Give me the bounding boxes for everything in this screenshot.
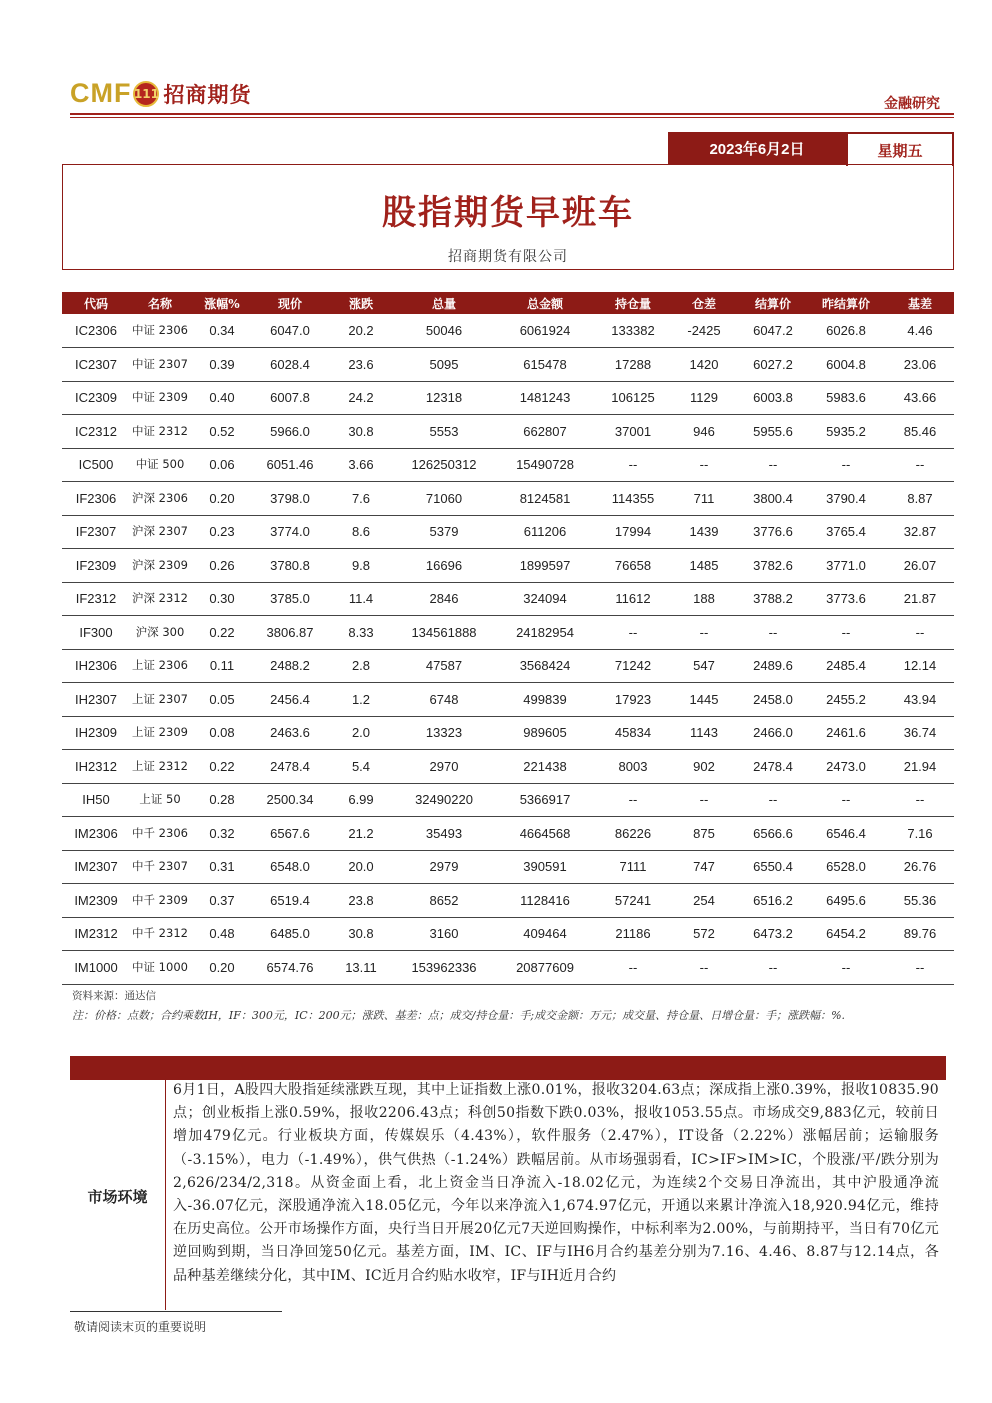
table-cell: 1481243	[492, 381, 598, 415]
table-cell: 126250312	[396, 448, 492, 482]
table-cell: 2979	[396, 850, 492, 884]
table-cell: --	[740, 951, 806, 985]
column-header: 持仓量	[598, 292, 668, 314]
table-cell: 24.2	[326, 381, 396, 415]
table-cell: 17994	[598, 515, 668, 549]
table-cell: 0.23	[190, 515, 254, 549]
table-cell: 2461.6	[806, 716, 886, 750]
header-rule-thin	[70, 117, 954, 118]
table-cell: 6748	[396, 683, 492, 717]
table-cell: 沪深 2312	[130, 582, 190, 616]
table-cell: 6516.2	[740, 884, 806, 918]
table-cell: 0.40	[190, 381, 254, 415]
column-header: 涨幅%	[190, 292, 254, 314]
table-cell: 2970	[396, 750, 492, 784]
table-cell: 5983.6	[806, 381, 886, 415]
table-cell: 71060	[396, 482, 492, 516]
table-cell: 3800.4	[740, 482, 806, 516]
table-cell: --	[806, 616, 886, 650]
table-cell: IM2309	[62, 884, 130, 918]
header-rule	[70, 113, 954, 115]
table-cell: 5935.2	[806, 415, 886, 449]
table-cell: 6.99	[326, 783, 396, 817]
table-row	[62, 616, 954, 650]
table-cell: 2455.2	[806, 683, 886, 717]
table-cell: 6574.76	[254, 951, 326, 985]
table-cell: 6528.0	[806, 850, 886, 884]
table-cell: 6454.2	[806, 917, 886, 951]
table-cell: 3160	[396, 917, 492, 951]
table-cell: 254	[668, 884, 740, 918]
table-cell: 沪深 2306	[130, 482, 190, 516]
table-cell: 23.6	[326, 348, 396, 382]
table-cell: 6485.0	[254, 917, 326, 951]
table-cell: 57241	[598, 884, 668, 918]
table-cell: 875	[668, 817, 740, 851]
table-cell: 5553	[396, 415, 492, 449]
table-cell: 7111	[598, 850, 668, 884]
table-row	[62, 549, 954, 583]
table-cell: 上证 2312	[130, 750, 190, 784]
table-row	[62, 314, 954, 348]
table-cell: 5379	[396, 515, 492, 549]
table-cell: 3782.6	[740, 549, 806, 583]
table-cell: 3785.0	[254, 582, 326, 616]
table-cell: 中千 2309	[130, 884, 190, 918]
table-cell: 1129	[668, 381, 740, 415]
table-cell: 0.26	[190, 549, 254, 583]
table-cell: IH2307	[62, 683, 130, 717]
market-commentary: 6月1日，A股四大股指延续涨跌互现，其中上证指数上涨0.01%，报收3204.63点；深成指上涨0.39%，报收10835.90点；创业板指上涨0.59%，报收2206.43点；科创50指数下跌0.03%，报收1053.55点。市场成交9,883亿元，较前日增加479亿元。行业板块方面，传媒娱乐（4.43%），软件服务（2.47%），IT设备（2.22%）涨幅居前；运输服务（-3.15%），电力（-1.49%），供气供热（-1.24%）跌幅居前。从市场强弱看，IC>IF>IM>IC，个股涨/平/跌分别为 2,626/234/2,318。从资金面上看，北上资金当日净流入-18.02亿元，为连续2个交易日净流出，其中沪股通净流入-36.07亿元，深股通净流入18.05亿元，今年以来净流入1,674.97亿元，开通以来累计净流入18,920.94亿元，维持在历史高位。公开市场操作方面，央行当日开展20亿元7天逆回购操作，中标利率为2.00%，与前期持平，当日有70亿元逆回购到期，当日净回笼50亿元。基差方面，IM、IC、IF与IH6月合约基差分别为7.16、4.46、8.87与12.14点，各品种基差继续分化，其中IM、IC近月合约贴水收窄，IF与IH近月合约	[173, 1082, 939, 1284]
table-cell: 2478.4	[740, 750, 806, 784]
table-cell: 0.05	[190, 683, 254, 717]
table-cell: 134561888	[396, 616, 492, 650]
table-cell: 1.2	[326, 683, 396, 717]
table-cell: 7.6	[326, 482, 396, 516]
table-cell: 50046	[396, 314, 492, 348]
table-cell: 747	[668, 850, 740, 884]
table-cell: 324094	[492, 582, 598, 616]
table-cell: 946	[668, 415, 740, 449]
table-cell: 0.48	[190, 917, 254, 951]
table-cell: --	[886, 951, 954, 985]
table-cell: IM2307	[62, 850, 130, 884]
table-cell: 17923	[598, 683, 668, 717]
table-cell: 2489.6	[740, 649, 806, 683]
table-cell: 0.31	[190, 850, 254, 884]
table-cell: 5966.0	[254, 415, 326, 449]
table-cell: IC500	[62, 448, 130, 482]
table-cell: 3773.6	[806, 582, 886, 616]
table-cell: 32490220	[396, 783, 492, 817]
table-cell: 6028.4	[254, 348, 326, 382]
table-cell: 沪深 300	[130, 616, 190, 650]
table-cell: 2458.0	[740, 683, 806, 717]
table-cell: 6051.46	[254, 448, 326, 482]
table-cell: 21.87	[886, 582, 954, 616]
table-cell: 0.22	[190, 616, 254, 650]
company-logo	[70, 78, 251, 109]
footer-disclaimer: 敬请阅读末页的重要说明	[74, 1320, 207, 1334]
table-cell: 17288	[598, 348, 668, 382]
table-cell: 30.8	[326, 415, 396, 449]
table-row	[62, 482, 954, 516]
table-cell: 6027.2	[740, 348, 806, 382]
table-cell: 499839	[492, 683, 598, 717]
table-cell: 中千 2312	[130, 917, 190, 951]
table-cell: 2500.34	[254, 783, 326, 817]
table-row	[62, 750, 954, 784]
table-cell: 2488.2	[254, 649, 326, 683]
table-cell: IM2312	[62, 917, 130, 951]
table-cell: 47587	[396, 649, 492, 683]
table-cell: IH2306	[62, 649, 130, 683]
table-cell: 6567.6	[254, 817, 326, 851]
section-header-bar	[70, 1056, 946, 1080]
table-cell: 611206	[492, 515, 598, 549]
table-cell: 11612	[598, 582, 668, 616]
table-cell: IH50	[62, 783, 130, 817]
table-cell: 1128416	[492, 884, 598, 918]
report-date: 2023年6月2日	[668, 132, 846, 164]
table-cell: 3765.4	[806, 515, 886, 549]
table-cell: 221438	[492, 750, 598, 784]
table-cell: 711	[668, 482, 740, 516]
table-cell: 2.8	[326, 649, 396, 683]
table-cell: 上证 2306	[130, 649, 190, 683]
table-cell: 3790.4	[806, 482, 886, 516]
logo-cmf-text: CMF	[70, 78, 132, 108]
department-label: 金融研究	[884, 96, 940, 112]
table-cell: 6026.8	[806, 314, 886, 348]
table-cell: 2478.4	[254, 750, 326, 784]
table-cell: 2463.6	[254, 716, 326, 750]
table-cell: 6003.8	[740, 381, 806, 415]
footer-rule	[70, 1311, 282, 1312]
table-cell: IF2307	[62, 515, 130, 549]
table-cell: 沪深 2307	[130, 515, 190, 549]
table-cell: 11.4	[326, 582, 396, 616]
table-cell: --	[886, 783, 954, 817]
table-cell: IC2312	[62, 415, 130, 449]
table-row	[62, 415, 954, 449]
table-row	[62, 348, 954, 382]
table-cell: 5366917	[492, 783, 598, 817]
table-cell: 中证 500	[130, 448, 190, 482]
table-cell: --	[598, 951, 668, 985]
table-cell: 0.34	[190, 314, 254, 348]
company-name: 招商期货有限公司	[448, 249, 568, 265]
table-cell: --	[668, 448, 740, 482]
table-cell: 85.46	[886, 415, 954, 449]
table-cell: --	[598, 448, 668, 482]
table-cell: 45834	[598, 716, 668, 750]
column-header: 昨结算价	[806, 292, 886, 314]
table-row	[62, 817, 954, 851]
table-cell: 1439	[668, 515, 740, 549]
table-cell: 0.30	[190, 582, 254, 616]
table-row	[62, 850, 954, 884]
table-cell: 902	[668, 750, 740, 784]
table-cell: 1485	[668, 549, 740, 583]
table-cell: 0.20	[190, 951, 254, 985]
table-cell: 188	[668, 582, 740, 616]
table-row	[62, 716, 954, 750]
table-cell: --	[740, 448, 806, 482]
column-header: 现价	[254, 292, 326, 314]
table-cell: 1899597	[492, 549, 598, 583]
column-header: 涨跌	[326, 292, 396, 314]
table-cell: 989605	[492, 716, 598, 750]
table-cell: 86226	[598, 817, 668, 851]
table-row	[62, 683, 954, 717]
table-cell: 6061924	[492, 314, 598, 348]
table-cell: IF2306	[62, 482, 130, 516]
table-cell: --	[806, 783, 886, 817]
table-cell: 1445	[668, 683, 740, 717]
table-cell: 中证 2306	[130, 314, 190, 348]
table-cell: 0.20	[190, 482, 254, 516]
table-cell: 0.22	[190, 750, 254, 784]
table-cell: 153962336	[396, 951, 492, 985]
table-cell: 6548.0	[254, 850, 326, 884]
column-header: 基差	[886, 292, 954, 314]
table-row	[62, 515, 954, 549]
table-cell: 8.6	[326, 515, 396, 549]
table-row	[62, 381, 954, 415]
table-cell: 21.2	[326, 817, 396, 851]
table-cell: 23.8	[326, 884, 396, 918]
table-cell: 89.76	[886, 917, 954, 951]
table-cell: 6566.6	[740, 817, 806, 851]
table-cell: IC2307	[62, 348, 130, 382]
table-cell: --	[886, 616, 954, 650]
table-cell: 572	[668, 917, 740, 951]
table-cell: 615478	[492, 348, 598, 382]
table-cell: --	[740, 783, 806, 817]
table-cell: 3788.2	[740, 582, 806, 616]
logo-company-name: 招商期货	[163, 81, 252, 107]
table-cell: 26.07	[886, 549, 954, 583]
table-cell: 26.76	[886, 850, 954, 884]
page-title: 股指期货早班车	[382, 193, 634, 233]
table-cell: 2.0	[326, 716, 396, 750]
table-cell: 7.16	[886, 817, 954, 851]
futures-quote-table	[62, 292, 954, 985]
column-header: 总金额	[492, 292, 598, 314]
units-note: 注：价格：点数；合约乘数IH，IF：300元，IC：200元；涨跌、基差：点；成交/持仓量：手;成交金额：万元；成交量、持仓量、日增仓量：手；涨跌幅：%.	[72, 1009, 846, 1022]
table-cell: 3806.87	[254, 616, 326, 650]
table-cell: 8003	[598, 750, 668, 784]
table-cell: 13323	[396, 716, 492, 750]
table-cell: 3776.6	[740, 515, 806, 549]
table-cell: 390591	[492, 850, 598, 884]
table-cell: 5955.6	[740, 415, 806, 449]
table-cell: IM1000	[62, 951, 130, 985]
table-cell: 547	[668, 649, 740, 683]
table-row	[62, 884, 954, 918]
table-cell: 3.66	[326, 448, 396, 482]
table-cell: 662807	[492, 415, 598, 449]
table-row	[62, 783, 954, 817]
table-cell: 15490728	[492, 448, 598, 482]
table-cell: 106125	[598, 381, 668, 415]
table-cell: 6047.0	[254, 314, 326, 348]
table-cell: 0.39	[190, 348, 254, 382]
table-cell: 9.8	[326, 549, 396, 583]
table-cell: 43.66	[886, 381, 954, 415]
table-cell: 2466.0	[740, 716, 806, 750]
table-cell: 1420	[668, 348, 740, 382]
column-header: 代码	[62, 292, 130, 314]
table-row	[62, 448, 954, 482]
table-cell: --	[598, 616, 668, 650]
table-cell: 36.74	[886, 716, 954, 750]
section-divider	[165, 1080, 166, 1310]
table-cell: --	[886, 448, 954, 482]
table-cell: 20877609	[492, 951, 598, 985]
table-cell: 3771.0	[806, 549, 886, 583]
table-notes	[72, 987, 952, 1025]
table-cell: 6007.8	[254, 381, 326, 415]
table-cell: 1143	[668, 716, 740, 750]
table-cell: -2425	[668, 314, 740, 348]
table-cell: 中千 2306	[130, 817, 190, 851]
table-row	[62, 649, 954, 683]
table-cell: --	[668, 951, 740, 985]
table-cell: IC2306	[62, 314, 130, 348]
table-cell: 16696	[396, 549, 492, 583]
table-cell: 2473.0	[806, 750, 886, 784]
table-cell: 32.87	[886, 515, 954, 549]
table-cell: IF300	[62, 616, 130, 650]
table-cell: 55.36	[886, 884, 954, 918]
table-cell: 8.87	[886, 482, 954, 516]
column-header: 仓差	[668, 292, 740, 314]
table-cell: 21.94	[886, 750, 954, 784]
table-cell: 3774.0	[254, 515, 326, 549]
table-cell: --	[598, 783, 668, 817]
table-cell: 71242	[598, 649, 668, 683]
table-cell: 0.11	[190, 649, 254, 683]
table-cell: IM2306	[62, 817, 130, 851]
table-cell: 6004.8	[806, 348, 886, 382]
table-cell: 上证 2309	[130, 716, 190, 750]
table-cell: 0.37	[190, 884, 254, 918]
table-cell: IC2309	[62, 381, 130, 415]
table-cell: 24182954	[492, 616, 598, 650]
table-cell: 23.06	[886, 348, 954, 382]
table-cell: IF2309	[62, 549, 130, 583]
table-cell: 8.33	[326, 616, 396, 650]
table-cell: IH2309	[62, 716, 130, 750]
table-cell: 中证 1000	[130, 951, 190, 985]
table-cell: --	[806, 951, 886, 985]
table-cell: 133382	[598, 314, 668, 348]
logo-badge-icon: 111	[133, 81, 159, 107]
report-weekday: 星期五	[846, 132, 954, 166]
table-cell: --	[668, 783, 740, 817]
table-cell: 中证 2307	[130, 348, 190, 382]
market-section-label: 市场环境	[87, 1187, 148, 1206]
table-cell: 中证 2312	[130, 415, 190, 449]
table-cell: 上证 2307	[130, 683, 190, 717]
table-cell: 6519.4	[254, 884, 326, 918]
table-cell: 76658	[598, 549, 668, 583]
table-cell: --	[806, 448, 886, 482]
table-cell: 12318	[396, 381, 492, 415]
table-row	[62, 582, 954, 616]
table-row	[62, 917, 954, 951]
table-cell: 20.2	[326, 314, 396, 348]
column-header: 名称	[130, 292, 190, 314]
table-cell: 0.06	[190, 448, 254, 482]
table-cell: --	[668, 616, 740, 650]
table-cell: 35493	[396, 817, 492, 851]
table-cell: 5095	[396, 348, 492, 382]
table-cell: 6047.2	[740, 314, 806, 348]
table-header-row	[62, 292, 954, 314]
data-source: 资料来源：通达信	[72, 990, 156, 1002]
table-cell: 0.08	[190, 716, 254, 750]
table-cell: 8124581	[492, 482, 598, 516]
column-header: 结算价	[740, 292, 806, 314]
table-cell: 上证 50	[130, 783, 190, 817]
table-cell: 6550.4	[740, 850, 806, 884]
table-cell: 2846	[396, 582, 492, 616]
table-cell: 2456.4	[254, 683, 326, 717]
table-cell: IF2312	[62, 582, 130, 616]
table-cell: 114355	[598, 482, 668, 516]
column-header: 总量	[396, 292, 492, 314]
table-cell: 13.11	[326, 951, 396, 985]
table-cell: 中证 2309	[130, 381, 190, 415]
table-cell: 20.0	[326, 850, 396, 884]
table-cell: 37001	[598, 415, 668, 449]
table-cell: 409464	[492, 917, 598, 951]
table-cell: 8652	[396, 884, 492, 918]
table-cell: 0.32	[190, 817, 254, 851]
table-cell: 2485.4	[806, 649, 886, 683]
table-cell: 6473.2	[740, 917, 806, 951]
table-cell: 3780.8	[254, 549, 326, 583]
title-box	[62, 164, 954, 270]
table-cell: 中千 2307	[130, 850, 190, 884]
table-cell: 3798.0	[254, 482, 326, 516]
table-cell: 0.28	[190, 783, 254, 817]
table-row	[62, 951, 954, 985]
table-cell: 30.8	[326, 917, 396, 951]
table-cell: 5.4	[326, 750, 396, 784]
table-cell: 沪深 2309	[130, 549, 190, 583]
table-cell: 6495.6	[806, 884, 886, 918]
table-cell: IH2312	[62, 750, 130, 784]
table-cell: 4.46	[886, 314, 954, 348]
table-cell: 4664568	[492, 817, 598, 851]
table-cell: 21186	[598, 917, 668, 951]
table-cell: --	[740, 616, 806, 650]
table-cell: 3568424	[492, 649, 598, 683]
table-cell: 6546.4	[806, 817, 886, 851]
table-cell: 0.52	[190, 415, 254, 449]
table-cell: 43.94	[886, 683, 954, 717]
table-cell: 12.14	[886, 649, 954, 683]
